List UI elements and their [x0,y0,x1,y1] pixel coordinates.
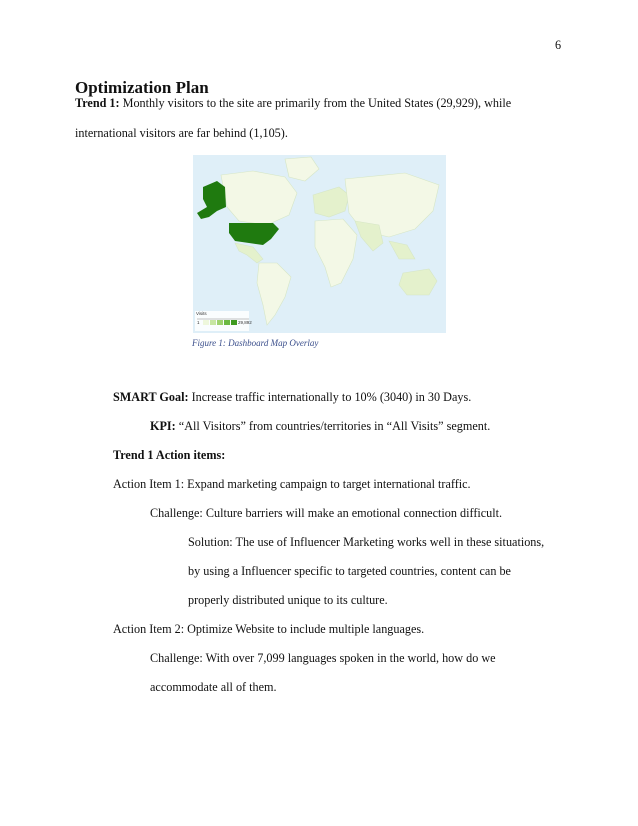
smart-goal-label: SMART Goal: [113,390,189,404]
kpi-text: “All Visitors” from countries/territories in “All Visits” segment. [178,419,491,433]
action-item-1-solution-line-3: properly distributed unique to its culture. [188,593,388,607]
page-title: Optimization Plan [75,78,209,97]
action-item-2-challenge-line-1: Challenge: With over 7,099 languages spoken in the world, how do we [150,651,496,665]
dashboard-map-figure [193,155,446,333]
kpi [150,419,490,434]
action-item-1-solution-line-2: by using a Influencer specific to targeted countries, content can be [188,564,511,578]
legend-max: 29,892 [238,320,252,325]
action-items-heading: Trend 1 Action items: [113,448,226,462]
trend-1-label: Trend 1: [75,96,120,110]
action-item-2-challenge-line-2: accommodate all of them. [150,680,277,694]
trend-1-text: Monthly visitors to the site are primarily from the United States (29,929), while [122,96,512,110]
world-map [193,155,446,333]
smart-goal-text: Increase traffic internationally to 10% (3040) in 30 Days. [191,390,472,404]
action-item-1-solution-line-1: Solution: The use of Influencer Marketing works well in these situations, [188,535,545,549]
action-item-2: Action Item 2: Optimize Website to include multiple languages. [113,622,425,636]
trend-1-line-2: international visitors are far behind (1,105). [75,126,288,140]
legend-min: 1 [197,320,200,325]
figure-caption: Figure 1: Dashboard Map Overlay [192,338,319,348]
action-item-1: Action Item 1: Expand marketing campaign to target international traffic. [113,477,471,491]
australia-region [399,269,437,295]
legend-title: Visits [196,311,207,316]
trend-1-line-1 [75,96,511,111]
action-item-1-challenge: Challenge: Culture barriers will make an emotional connection difficult. [150,506,503,520]
page-number: 6 [555,38,562,52]
kpi-label: KPI: [150,419,176,433]
smart-goal [113,390,471,405]
